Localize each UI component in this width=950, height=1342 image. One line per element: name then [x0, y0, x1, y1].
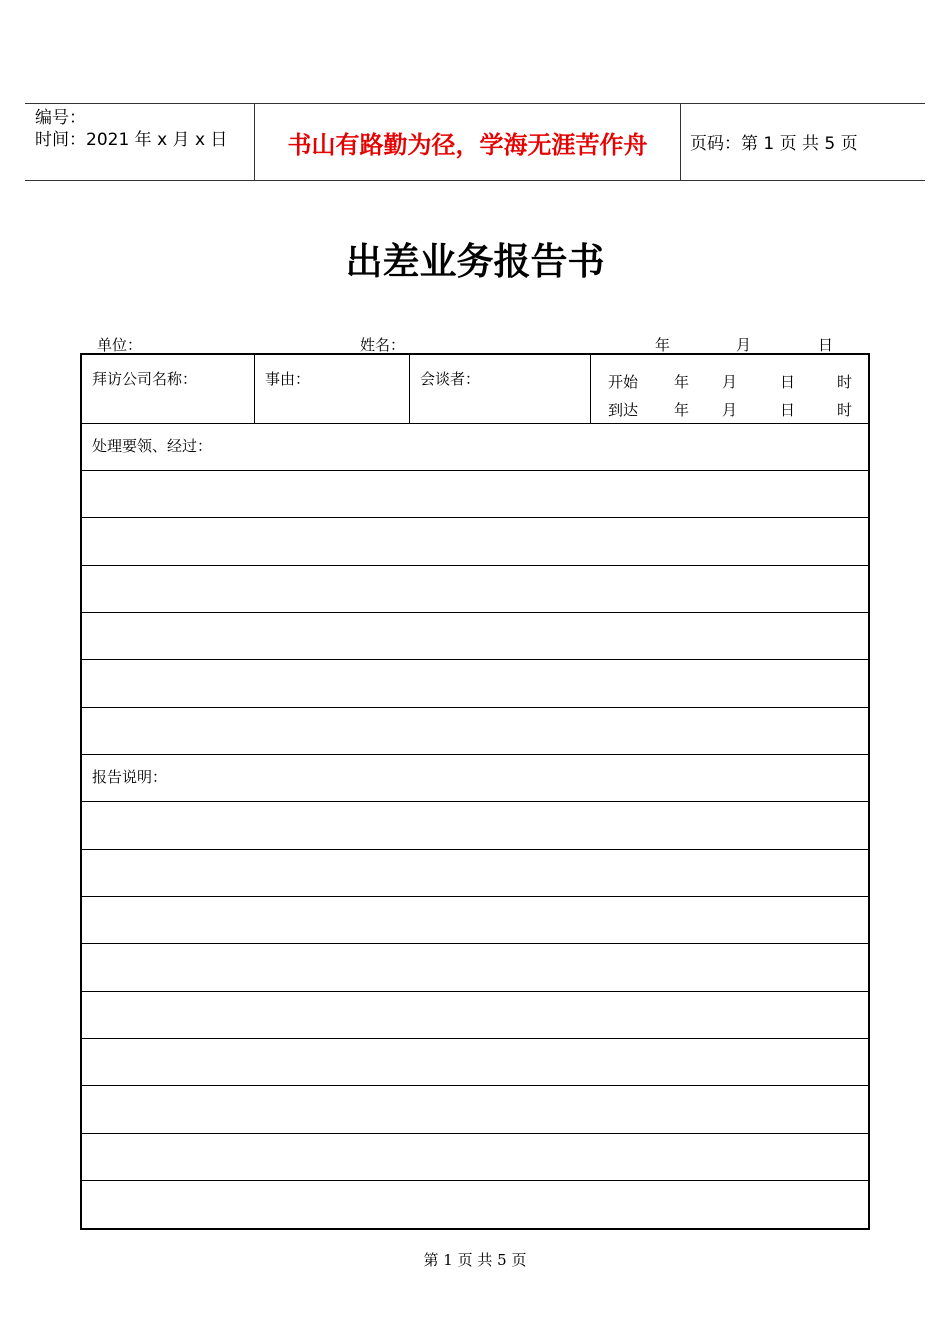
writing-line[interactable] — [82, 945, 868, 992]
writing-line[interactable] — [82, 1181, 868, 1228]
writing-line[interactable] — [82, 708, 868, 755]
header-left-cell — [25, 104, 254, 180]
header-motto-cell — [254, 104, 681, 180]
report-form — [80, 353, 870, 1230]
company-label: 拜访公司名称： — [92, 370, 198, 388]
time-label: 时间：2021 年 x 月 x 日 — [35, 130, 228, 150]
process-header-line[interactable] — [82, 424, 868, 471]
arrive-label: 到达 — [608, 401, 639, 419]
start-hour: 时 — [837, 373, 853, 391]
name-label: 姓名： — [360, 336, 406, 354]
motto-text: 书山有路勤为径，学海无涯苦作舟 — [287, 131, 648, 159]
writing-line[interactable] — [82, 613, 868, 660]
writing-line[interactable] — [82, 1087, 868, 1134]
arrive-day: 日 — [780, 401, 796, 419]
reason-cell[interactable] — [255, 355, 410, 423]
writing-line[interactable] — [82, 850, 868, 897]
start-datetime-row — [591, 372, 867, 392]
interviewee-label: 会谈者： — [420, 370, 481, 388]
page-footer: 第 1 页 共 5 页 — [423, 1251, 527, 1269]
start-label: 开始 — [608, 373, 639, 391]
interviewee-cell[interactable] — [410, 355, 591, 423]
writing-lines — [82, 424, 868, 1228]
start-month: 月 — [722, 373, 738, 391]
report-header-line[interactable] — [82, 755, 868, 802]
year-label: 年 — [655, 336, 671, 354]
writing-line[interactable] — [82, 1134, 868, 1181]
arrive-datetime-row — [591, 400, 867, 420]
start-year: 年 — [674, 373, 690, 391]
visit-info-row — [82, 355, 868, 424]
document-header — [25, 103, 925, 181]
writing-line[interactable] — [82, 1039, 868, 1086]
arrive-month: 月 — [722, 401, 738, 419]
writing-line[interactable] — [82, 471, 868, 518]
header-page-cell — [680, 104, 925, 180]
start-day: 日 — [780, 373, 796, 391]
writing-line[interactable] — [82, 992, 868, 1039]
writing-line[interactable] — [82, 566, 868, 613]
company-cell[interactable] — [82, 355, 255, 423]
writing-line[interactable] — [82, 519, 868, 566]
month-label: 月 — [736, 336, 752, 354]
unit-label: 单位： — [97, 336, 143, 354]
report-label: 报告说明： — [92, 768, 168, 786]
datetime-cell[interactable] — [591, 355, 868, 423]
process-label: 处理要领、经过： — [92, 437, 213, 455]
page-title: 出差业务报告书 — [345, 239, 605, 283]
writing-line[interactable] — [82, 661, 868, 708]
writing-line[interactable] — [82, 803, 868, 850]
arrive-hour: 时 — [837, 401, 853, 419]
reason-label: 事由： — [265, 370, 311, 388]
arrive-year: 年 — [674, 401, 690, 419]
page-info: 页码：第 1 页 共 5 页 — [690, 134, 858, 154]
number-label: 编号： — [35, 108, 86, 128]
day-label: 日 — [818, 336, 834, 354]
writing-line[interactable] — [82, 897, 868, 944]
